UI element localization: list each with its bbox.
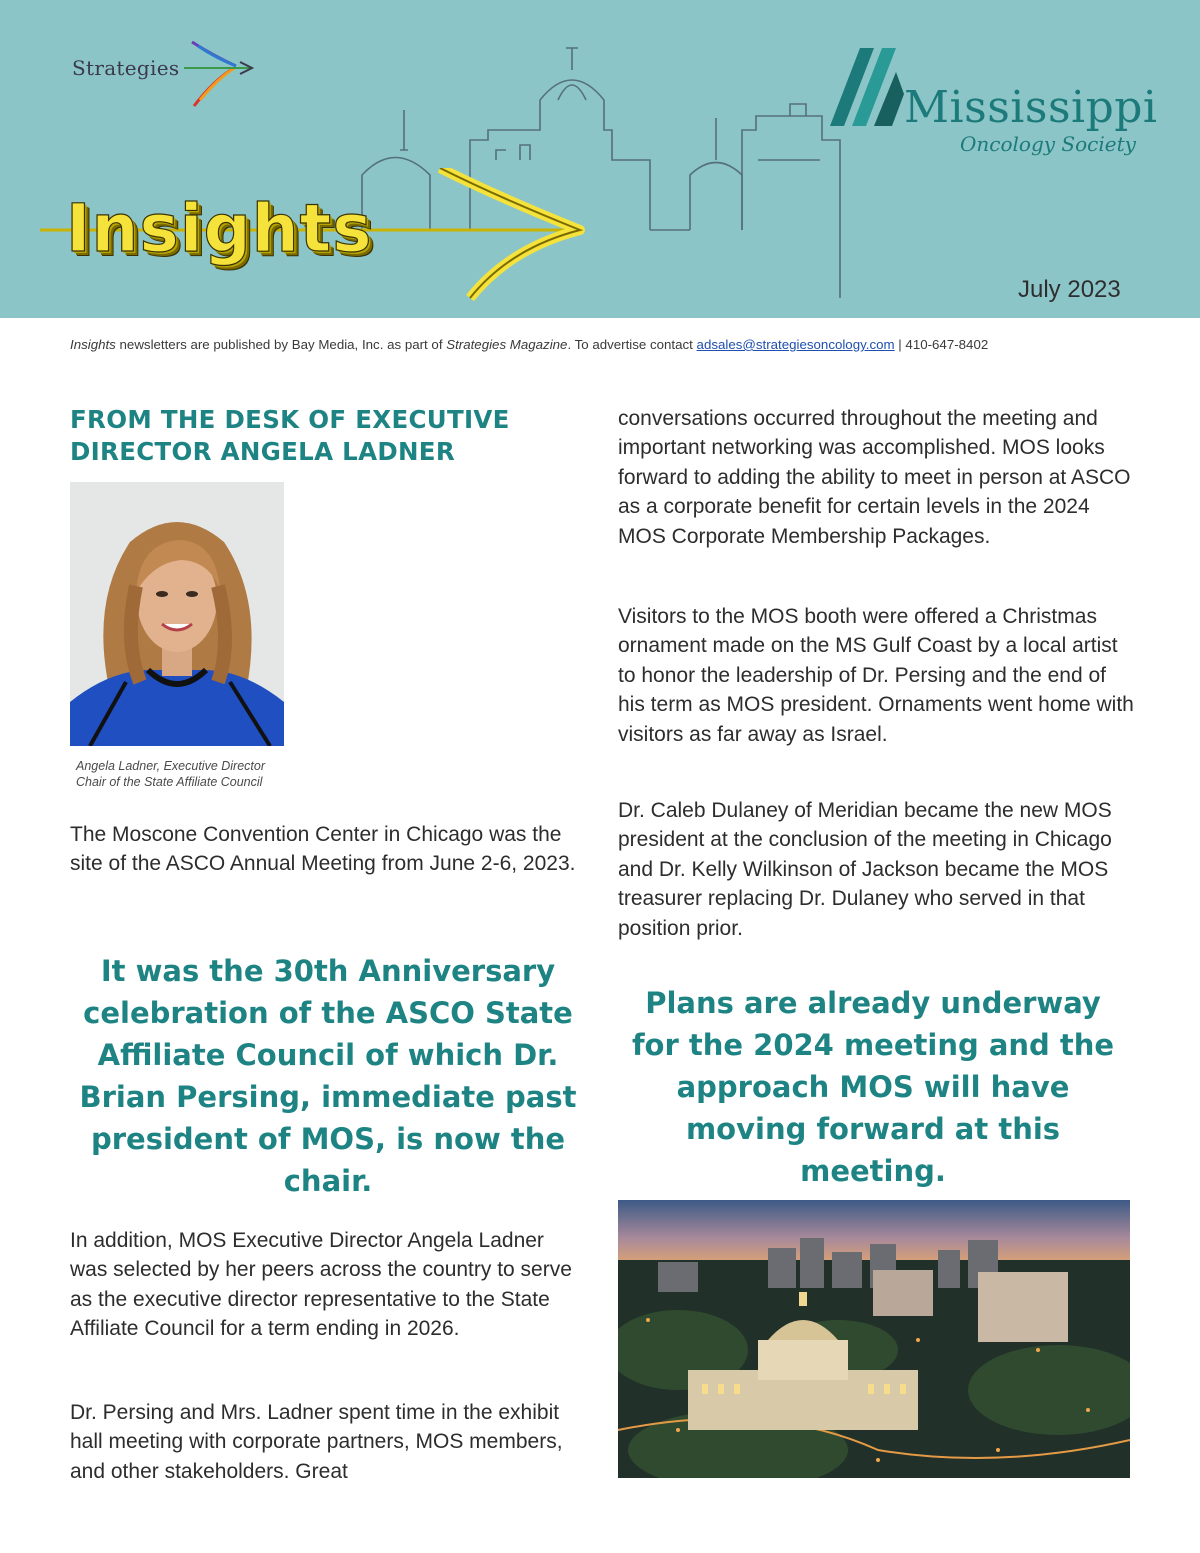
mos-m-mark-icon <box>830 42 910 128</box>
paragraph-executive-director: In addition, MOS Executive Director Angela Ladner was selected by her peers across the country to serve as the executive director representative to the State Affiliate Council for a term ending in 2026. <box>70 1229 572 1341</box>
publisher-magazine-name: Strategies Magazine <box>446 337 568 352</box>
newsletter-header <box>0 0 1200 318</box>
insights-logo-text: Insights <box>66 190 373 267</box>
jackson-capitol-photo <box>618 1200 1130 1478</box>
paragraph-new-president: Dr. Caleb Dulaney of Meridian became the new MOS president at the conclusion of the meeting in Chicago and Dr. Kelly Wilkinson of Jackson became the MOS treasurer replacing Dr. Dulaney who served in that position prior. <box>618 799 1112 940</box>
caption-line-1: Angela Ladner, Executive Director <box>76 759 265 773</box>
publisher-newsletter-name: Insights <box>70 337 116 352</box>
angela-ladner-portrait <box>70 482 284 746</box>
paragraph-booth-visitors: Visitors to the MOS booth were offered a Christmas ornament made on the MS Gulf Coast by a local artist to honor the leadership of Dr. Persing and the end of his term as MOS president. Ornaments went home with visitors as far away as Israel. <box>618 605 1134 746</box>
mos-logo <box>826 40 1158 170</box>
city-photo-image <box>618 1200 1130 1478</box>
caption-line-2: Chair of the State Affiliate Council <box>76 775 263 789</box>
portrait-caption <box>76 758 296 790</box>
publisher-phone: | 410-647-8402 <box>894 337 989 352</box>
strategies-logo <box>72 40 252 110</box>
publisher-advertise-text: . To advertise contact <box>567 337 697 352</box>
pull-quote-anniversary: It was the 30th Anniversary celebration of the ASCO State Affiliate Council of which Dr. Brian Persing, immediate past president of MOS, is now the chair. <box>79 954 577 1198</box>
paragraph-moscone: The Moscone Convention Center in Chicago was the site of the ASCO Annual Meeting from June 2-6, 2023. <box>70 823 576 876</box>
paragraph-exhibit-hall: Dr. Persing and Mrs. Ladner spent time in the exhibit hall meeting with corporate partners, MOS members, and other stakeholders. Great <box>70 1401 563 1483</box>
paragraph-conversations: conversations occurred throughout the meeting and important networking was accomplished. MOS looks forward to adding the ability to meet in person at ASCO as a corporate benefit for certain levels in the 2024 MOS Corporate Membership Packages. <box>618 407 1131 548</box>
publisher-line <box>70 337 1150 352</box>
portrait-image <box>70 482 284 746</box>
advertising-email-link[interactable]: adsales@strategiesoncology.com <box>696 337 895 352</box>
mos-logo-name: Mississippi <box>904 82 1158 133</box>
pull-quote-2024-meeting: Plans are already underway for the 2024 meeting and the approach MOS will have moving forward at this meeting. <box>631 986 1115 1188</box>
article-title: FROM THE DESK OF EXECUTIVE DIRECTOR ANGELA LADNER <box>70 405 510 466</box>
strategies-arrow-icon <box>184 40 254 110</box>
issue-date: July 2023 <box>1018 276 1121 303</box>
insights-logo <box>40 168 600 308</box>
strategies-logo-text: Strategies <box>72 56 180 80</box>
left-column <box>70 404 580 1483</box>
publisher-text: newsletters are published by Bay Media, Inc. as part of <box>115 337 447 352</box>
mos-logo-subtitle: Oncology Society <box>960 132 1136 156</box>
